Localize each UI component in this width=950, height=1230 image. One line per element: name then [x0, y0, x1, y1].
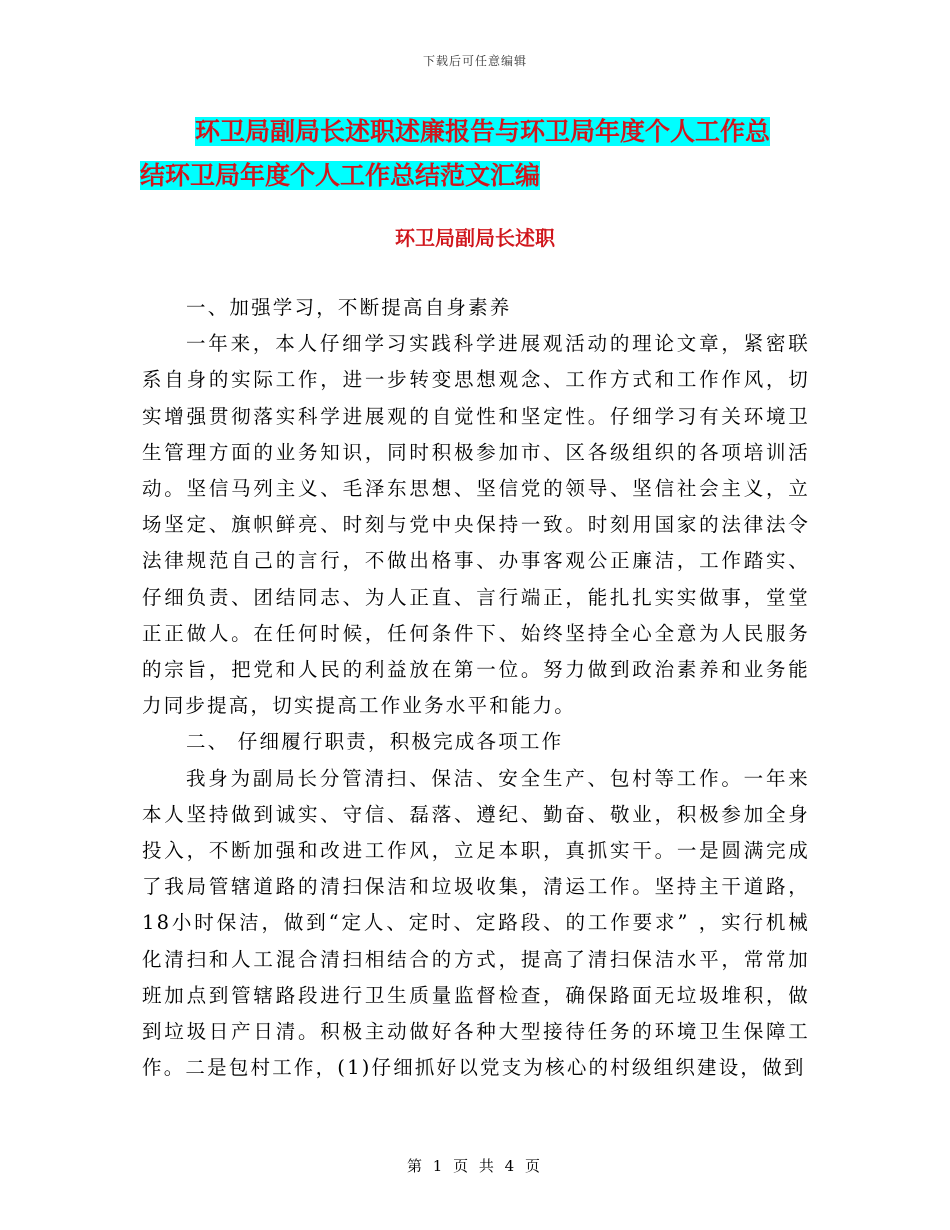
title-line-1-text: 环卫局副局长述职述廉报告与环卫局年度个人工作总	[195, 117, 771, 146]
document-body	[142, 290, 810, 1086]
title-line-2-text: 结环卫局年度个人工作总结范文汇编	[140, 161, 541, 190]
body-paragraph-2: 我身为副局长分管清扫、保洁、安全生产、包村等工作。一年来本人坚持做到诚实、守信、磊落、遵纪、勤奋、敬业，积极参加全身投入，不断加强和改进工作风，立足本职，真抓实干。一是圆满完成了我局管辖道路的清扫保洁和垃圾收集，清运工作。坚持主干道路，18小时保洁，做到“定人、定时、定路段、的工作要求” ，实行机械化清扫和人工混合清扫相结合的方式，提高了清扫保洁水平，常常加班加点到管辖路段进行卫生质量监督检查，确保路面无垃圾堆积，做到垃圾日产日清。积极主动做好各种大型接待任务的环境卫生保障工作。二是包村工作，(1)仔细抓好以党支为核心的村级组织建设，做到	[142, 766, 810, 1080]
body-heading-1: 一、加强学习，不断提高自身素养	[186, 296, 512, 319]
title-line-2	[140, 154, 820, 198]
section-heading: 环卫局副局长述职	[395, 226, 555, 250]
title-line-1	[140, 110, 820, 154]
header-note: 下载后可任意编辑	[422, 54, 527, 68]
body-heading-2: 二、 仔细履行职责，积极完成各项工作	[186, 730, 564, 754]
document-title	[140, 110, 820, 198]
page-number-footer: 第 1 页 共 4 页	[407, 1157, 543, 1175]
body-paragraph-1: 一年来，本人仔细学习实践科学进展观活动的理论文章，紧密联系自身的实际工作，进一步转变思想观念、工作方式和工作作风，切实增强贯彻落实科学进展观的自觉性和坚定性。仔细学习有关环境卫生管理方面的业务知识，同时积极参加市、区各级组织的各项培训活动。坚信马列主义、毛泽东思想、坚信党的领导、坚信社会主义，立场坚定、旗帜鲜亮、时刻与党中央保持一致。时刻用国家的法律法令法律规范自己的言行，不做出格事、办事客观公正廉洁，工作踏实、仔细负责、团结同志、为人正直、言行端正，能扎扎实实做事，堂堂正正做人。在任何时候，任何条件下、始终坚持全心全意为人民服务的宗旨，把党和人民的利益放在第一位。努力做到政治素养和业务能力同步提高，切实提高工作业务水平和能力。	[142, 332, 810, 718]
